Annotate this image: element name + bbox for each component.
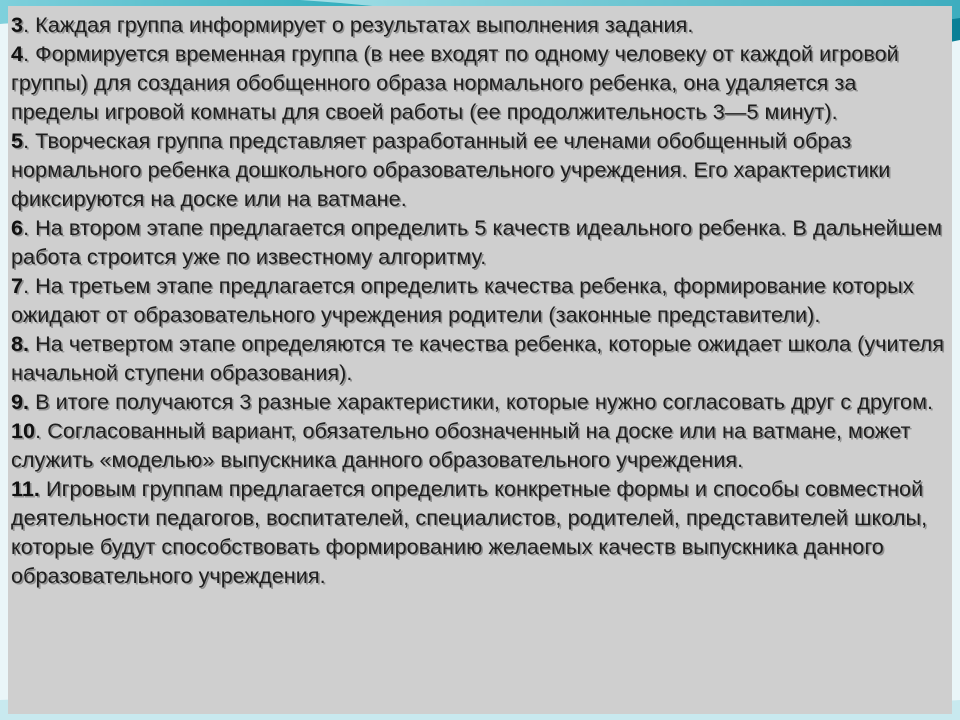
paragraph-number: 5 bbox=[11, 128, 24, 153]
paragraph-number: 4 bbox=[11, 41, 24, 66]
paragraph bbox=[11, 126, 947, 213]
paragraph-text: На четвертом этапе определяются те качества ребенка, которые ожидает школа (учителя начальной ступени образования). bbox=[11, 331, 945, 385]
paragraph-text: . Согласованный вариант, обязательно обозначенный на доске или на ватмане, может служить «моделью» выпускника данного образовательного учреждения. bbox=[11, 418, 911, 472]
paragraph-text: . Формируется временная группа (в нее входят по одному человеку от каждой игровой группы) для создания обобщенного образа нормального ребенка, она удаляется за пределы игровой комнаты для своей работы (ее продолжительность 3—5 минут). bbox=[11, 41, 899, 124]
paragraph bbox=[11, 39, 947, 126]
paragraph-number: 7 bbox=[11, 273, 24, 298]
paragraph-text: . На третьем этапе предлагается определить качества ребенка, формирование которых ожидают от образовательного учреждения родители (законные представители). bbox=[11, 273, 914, 327]
paragraph-text: . На втором этапе предлагается определить 5 качеств идеального ребенка. В дальнейшем работа строится уже по известному алгоритму. bbox=[11, 215, 943, 269]
paragraph-number: 8. bbox=[11, 331, 30, 356]
paragraph-text: . Каждая группа информирует о результатах выполнения задания. bbox=[23, 12, 694, 37]
paragraph bbox=[11, 271, 947, 329]
paragraph-text: . Творческая группа представляет разработанный ее членами обобщенный образ нормального ребенка дошкольного образовательного учреждения. Его характеристики фиксируются на доске или на ватмане. bbox=[11, 128, 891, 211]
paragraph-number: 3 bbox=[11, 12, 24, 37]
text-panel bbox=[8, 6, 952, 714]
paragraph-text: Игровым группам предлагается определить конкретные формы и способы совместной деятельности педагогов, воспитателей, специалистов, родителей, представителей школы, которые будут способствовать формированию желаемых качеств выпускника данного образовательного учреждения. bbox=[11, 476, 928, 588]
paragraph-text: В итоге получаются 3 разные характеристики, которые нужно согласовать друг с другом. bbox=[29, 389, 934, 414]
paragraph bbox=[11, 387, 947, 416]
instruction-text bbox=[11, 10, 947, 590]
paragraph-number: 9. bbox=[11, 389, 30, 414]
paragraph bbox=[11, 10, 947, 39]
paragraph bbox=[11, 416, 947, 474]
paragraph-number: 6 bbox=[11, 215, 24, 240]
paragraph bbox=[11, 474, 947, 590]
paragraph bbox=[11, 329, 947, 387]
paragraph-number: 11. bbox=[11, 476, 40, 501]
paragraph-number: 10 bbox=[11, 418, 36, 443]
paragraph bbox=[11, 213, 947, 271]
